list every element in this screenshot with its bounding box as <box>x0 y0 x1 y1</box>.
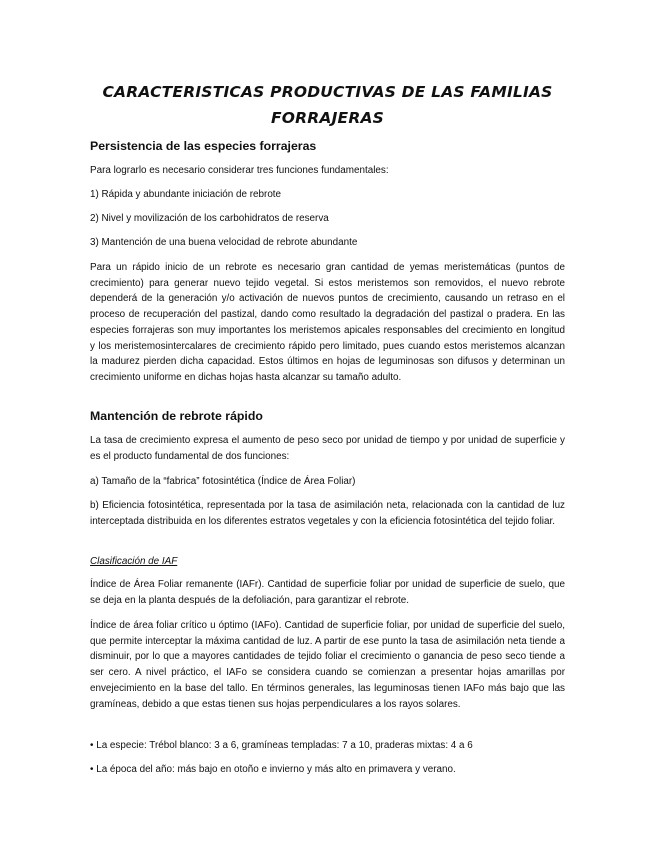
persistencia-paragraph: Para un rápido inicio de un rebrote es necesario gran cantidad de yemas meristemáticas (puntos de crecimiento) para generar nuevo tejido vegetal. Si estos meristemos son removidos, el nuevo rebrote dependerá de la generación y/o activación de nuevos puntos de crecimiento, causando un retraso en el proceso de recuperación del pastizal, dando como resultado la degradación del pastizal o pradera. En las especies forrajeras son muy importantes los meristemos apicales responsables del crecimiento en longitud y los meristemosintercalares de crecimiento rápido pero limitado, pues cuando estos meristemos alcanzan la madurez pierden dicha capacidad. Estos últimos en hojas de leguminosas son difusos y determinan un crecimiento uniforme en dichas hojas hasta alcanzar su tamaño adulto. <box>90 262 565 383</box>
clasificacion-iafo: Índice de área foliar crítico u óptimo (IAFo). Cantidad de superficie foliar, por unidad de superficie del suelo, que permite interceptar la máxima cantidad de luz. A partir de ese punto la tasa de asimilación neta tiende a disminuir, por lo que a mayores cantidades de tejido foliar el crecimiento o ganancia de peso seco tiende a ser cero. A nivel práctico, el IAFo se considera cuando se comienzan a presentar hojas amarillas por envejecimiento en la base del tallo. En términos generales, las leguminosas tienen IAFo más bajo que las gramíneas, debido a que estas tienen sus hojas perpendiculares a los rayos solares. <box>90 620 565 710</box>
persistencia-intro: Para lograrlo es necesario considerar tres funciones fundamentales: <box>90 165 389 176</box>
heading-mantencion: Mantención de rebrote rápido <box>90 409 263 423</box>
persistencia-item-3: 3) Mantención de una buena velocidad de rebrote abundante <box>90 237 358 248</box>
heading-persistencia: Persistencia de las especies forrajeras <box>90 139 317 153</box>
bullet-especie: • La especie: Trébol blanco: 3 a 6, gramíneas templadas: 7 a 10, praderas mixtas: 4 a 6 <box>90 740 473 751</box>
bullet-epoca: • La época del año: más bajo en otoño e invierno y más alto en primavera y verano. <box>90 764 456 775</box>
document-title-line-1: CARACTERISTICAS PRODUCTIVAS DE LAS FAMILIAS <box>102 83 553 101</box>
mantencion-item-a: a) Tamaño de la “fabrica” fotosintética (Índice de Área Foliar) <box>90 476 356 487</box>
persistencia-item-2: 2) Nivel y movilización de los carbohidratos de reserva <box>90 213 329 224</box>
mantencion-item-b: b) Eficiencia fotosintética, representada por la tasa de asimilación neta, relacionada con la cantidad de luz interceptada distribuida en los diferentes estratos vegetales y con la eficiencia fotosintética del tejido foliar. <box>90 500 565 527</box>
heading-clasificacion: Clasificación de IAF <box>90 556 178 567</box>
clasificacion-iafr: Índice de Área Foliar remanente (IAFr). Cantidad de superficie foliar por unidad de superficie de suelo, que se deja en la planta después de la defoliación, para garantizar el rebrote. <box>90 579 565 606</box>
document-title-line-2: FORRAJERAS <box>270 109 385 127</box>
mantencion-intro: La tasa de crecimiento expresa el aumento de peso seco por unidad de tiempo y por unidad de superficie y es el producto fundamental de dos funciones: <box>90 435 565 462</box>
persistencia-item-1: 1) Rápida y abundante iniciación de rebrote <box>90 189 282 200</box>
